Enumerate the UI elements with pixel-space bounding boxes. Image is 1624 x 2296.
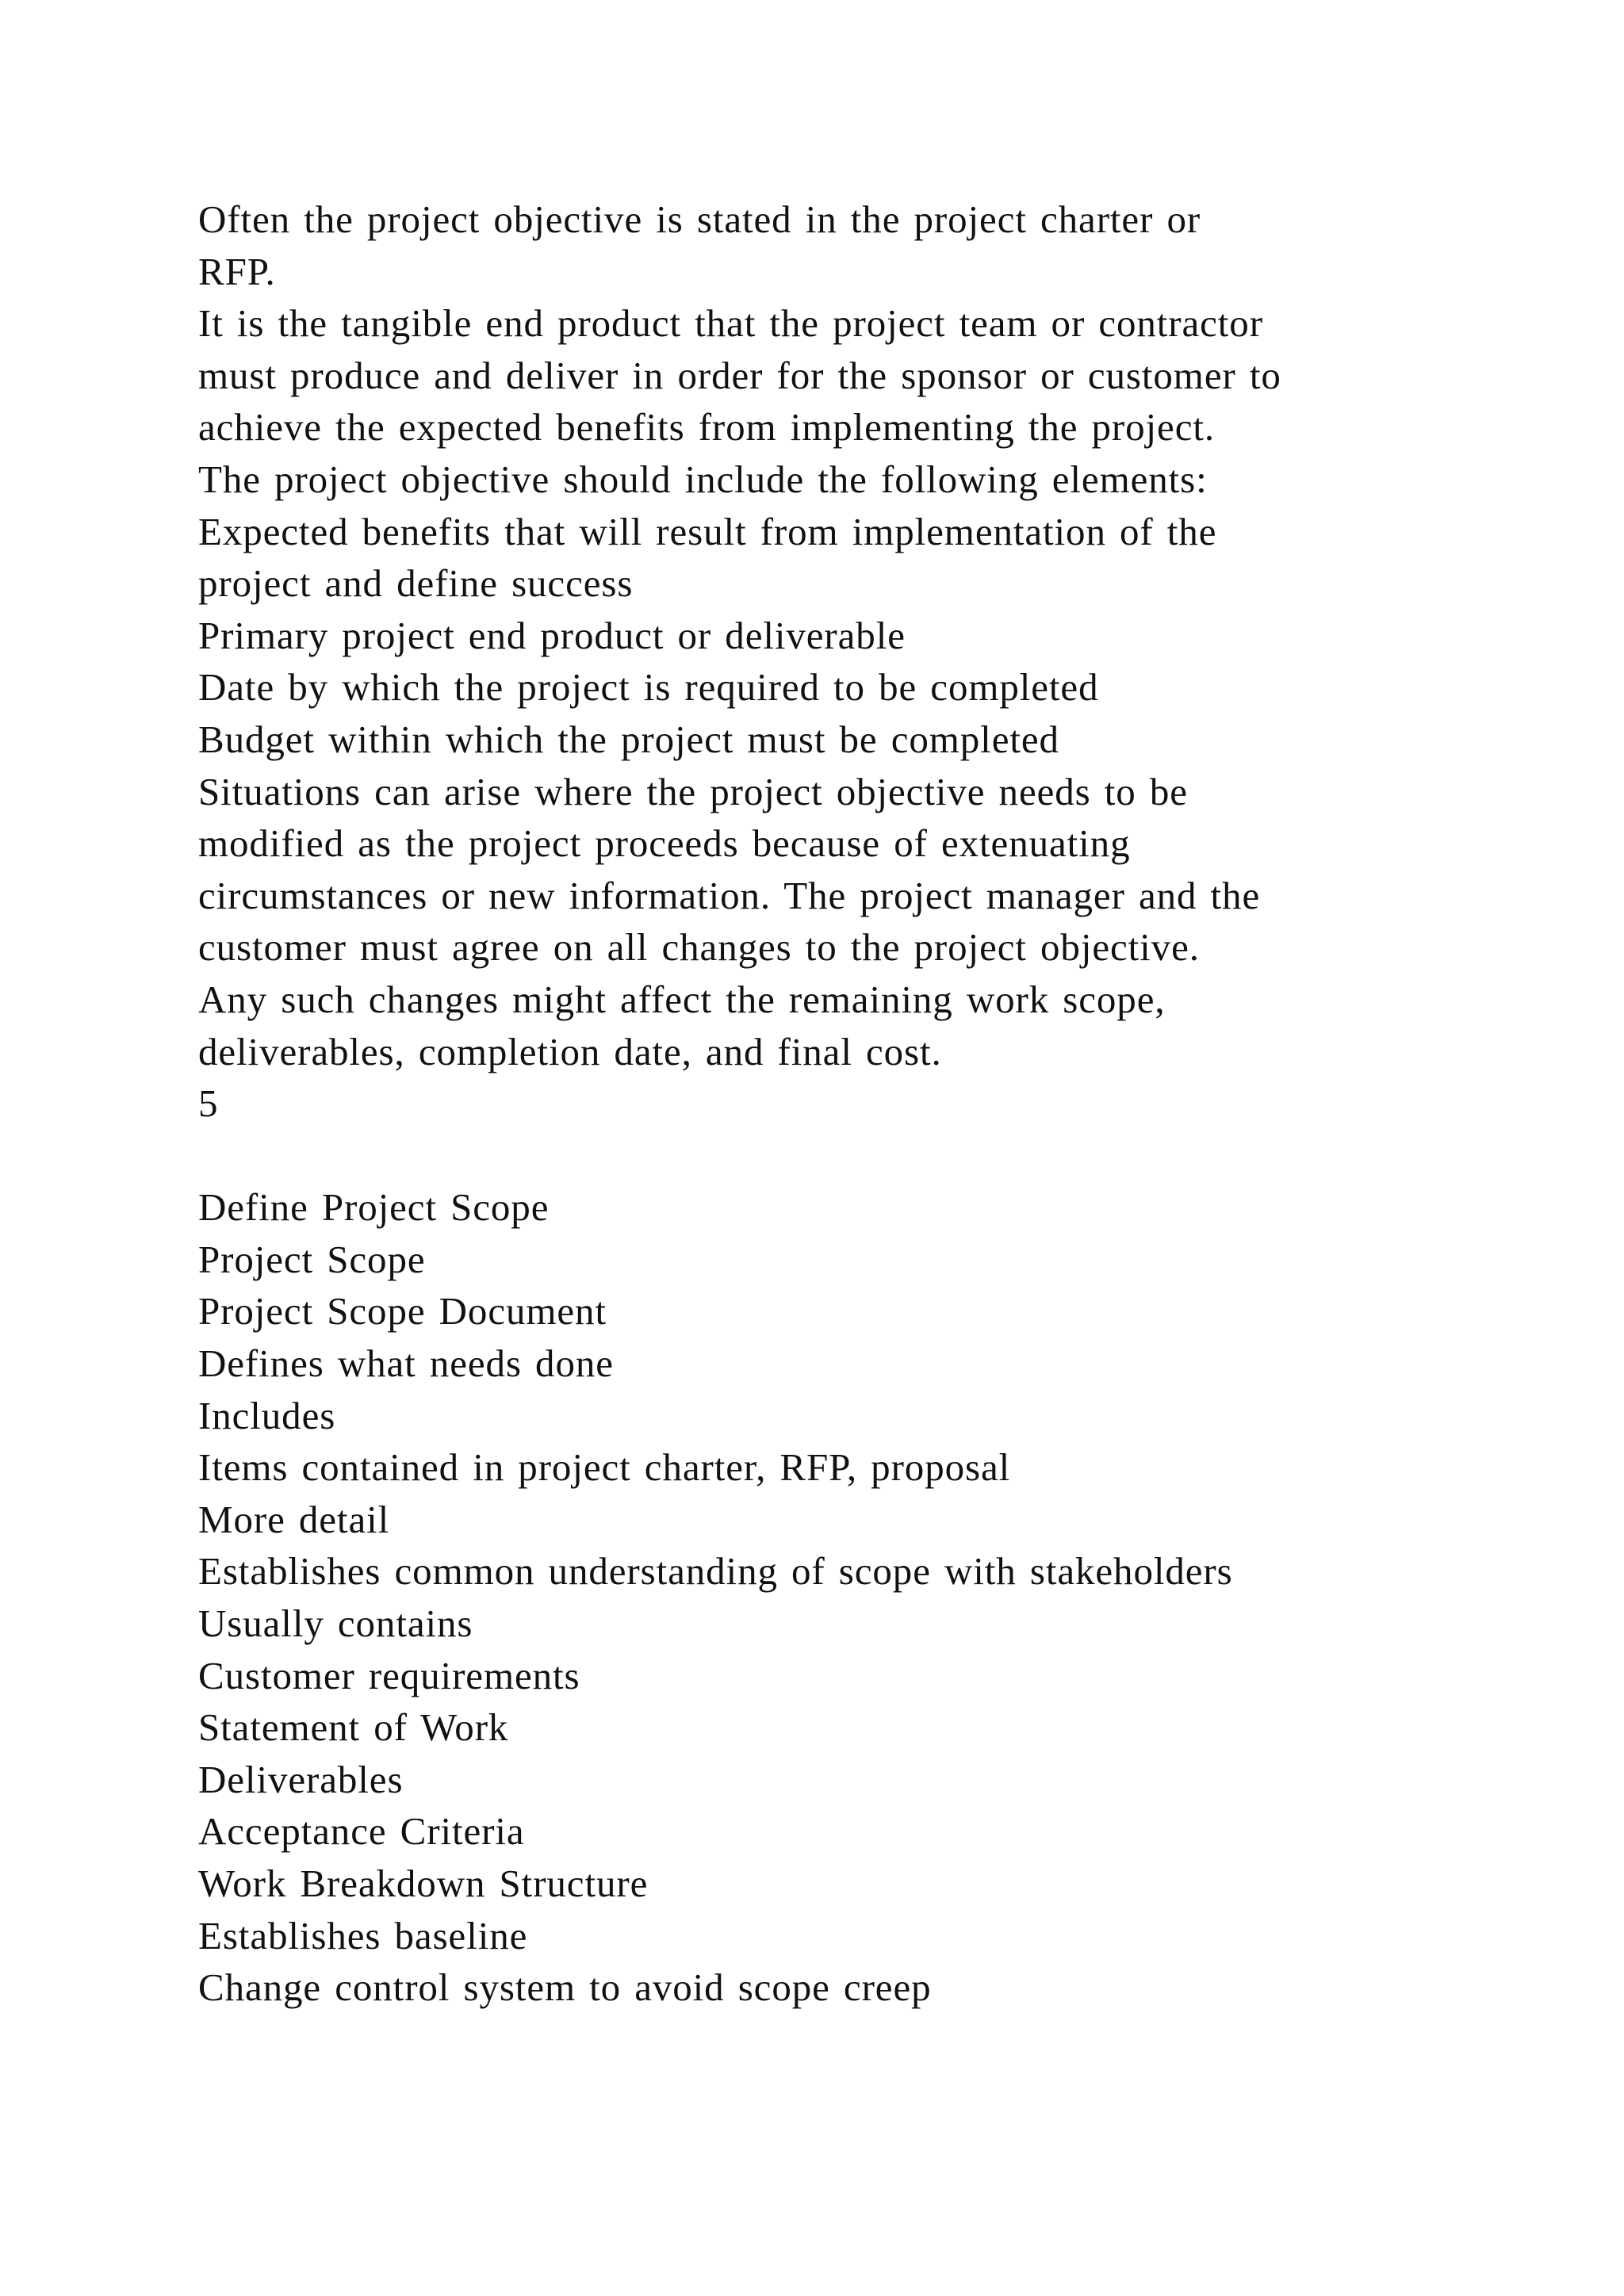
text-line: Statement of Work — [198, 1705, 509, 1750]
text-line: Project Scope — [198, 1237, 426, 1281]
text-line: Situations can arise where the project objective needs to be — [198, 769, 1188, 813]
text-line: Includes — [198, 1393, 336, 1437]
text-line: Deliverables — [198, 1757, 404, 1801]
text-line: The project objective should include the following elements: — [198, 457, 1208, 501]
text-line: More detail — [198, 1497, 390, 1541]
text-line: Project Scope Document — [198, 1289, 607, 1334]
blank-line — [198, 1130, 1499, 1182]
text-line: circumstances or new information. The project manager and the — [198, 873, 1261, 917]
text-line: Expected benefits that will result from implementation of the — [198, 509, 1217, 553]
document-text — [198, 193, 1499, 2014]
text-line: Acceptance Criteria — [198, 1809, 525, 1854]
text-line: Establishes baseline — [198, 1913, 528, 1957]
text-line: Date by which the project is required to be completed — [198, 665, 1099, 710]
text-line: Customer requirements — [198, 1653, 580, 1697]
text-line: Change control system to avoid scope creep — [198, 1965, 932, 2010]
text-line: Defines what needs done — [198, 1341, 614, 1386]
text-line: must produce and deliver in order for the sponsor or customer to — [198, 353, 1281, 397]
text-line: Work Breakdown Structure — [198, 1862, 649, 1905]
text-line: modified as the project proceeds because of extenuating — [198, 821, 1131, 866]
text-line: It is the tangible end product that the project team or contractor — [198, 301, 1263, 346]
section-heading: Define Project Scope — [198, 1185, 550, 1230]
text-line: Items contained in project charter, RFP, proposal — [198, 1445, 1011, 1490]
text-line: deliverables, completion date, and final cost. — [198, 1029, 942, 1073]
text-line: achieve the expected benefits from implementing the project. — [198, 405, 1216, 450]
page-number: 5 — [198, 1081, 219, 1126]
text-line: RFP. — [198, 249, 276, 293]
text-line: customer must agree on all changes to the project objective. — [198, 925, 1200, 970]
text-line: Establishes common understanding of scope with stakeholders — [198, 1549, 1233, 1594]
text-line: Often the project objective is stated in the project charter or — [198, 197, 1201, 241]
text-line: Budget within which the project must be completed — [198, 717, 1059, 761]
text-line: project and define success — [198, 561, 634, 606]
text-line: Any such changes might affect the remaining work scope, — [198, 977, 1166, 1021]
text-line: Primary project end product or deliverable — [198, 613, 906, 657]
text-line: Usually contains — [198, 1601, 473, 1646]
